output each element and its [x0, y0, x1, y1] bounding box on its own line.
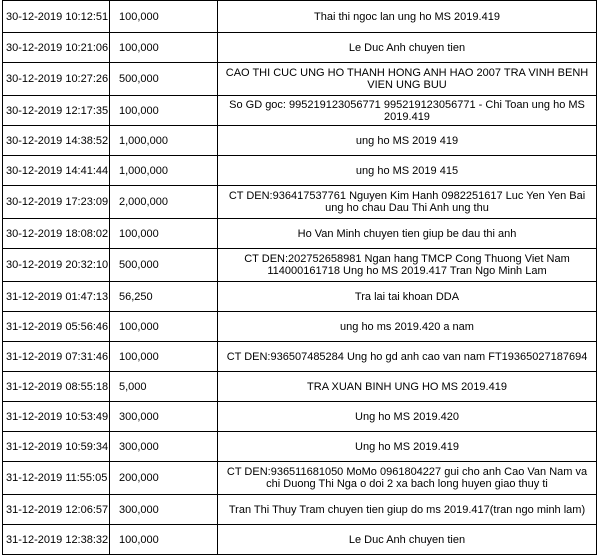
transaction-date: 31-12-2019 12:06:57: [3, 495, 110, 525]
table-row: [3, 63, 597, 96]
table-row: [3, 342, 597, 372]
transaction-date: 30-12-2019 18:08:02: [3, 219, 110, 249]
transaction-amount: 1,000,000: [110, 126, 218, 156]
table-row: [3, 432, 597, 462]
transaction-description: So GD goc: 995219123056771 995219123056771 - Chi Toan ung ho MS 2019.419: [218, 96, 597, 126]
transaction-description: Ho Van Minh chuyen tien giup be dau thi anh: [218, 219, 597, 249]
transaction-date: 30-12-2019 14:41:44: [3, 156, 110, 186]
transaction-description: CT DEN:202752658981 Ngan hang TMCP Cong Thuong Viet Nam 114000161718 Ung ho MS 2019.417 Tran Ngo Minh Lam: [218, 249, 597, 282]
transaction-date: 31-12-2019 11:55:05: [3, 462, 110, 495]
transaction-date: 31-12-2019 10:53:49: [3, 402, 110, 432]
transaction-date: 30-12-2019 10:27:26: [3, 63, 110, 96]
transaction-amount: 1,000,000: [110, 156, 218, 186]
transaction-description: ung ho ms 2019.420 a nam: [218, 312, 597, 342]
table-row: [3, 525, 597, 555]
transaction-description: Tra lai tai khoan DDA: [218, 282, 597, 312]
table-row: [3, 96, 597, 126]
table-row: [3, 462, 597, 495]
transaction-description: CT DEN:936507485284 Ung ho gd anh cao van nam FT19365027187694: [218, 342, 597, 372]
transaction-description: CT DEN:936511681050 MoMo 0961804227 gui cho anh Cao Van Nam va chi Duong Thi Nga o doi 2 xa bach long huyen giao thuy ti: [218, 462, 597, 495]
transaction-date: 30-12-2019 17:23:09: [3, 186, 110, 219]
transaction-amount: 100,000: [110, 1, 218, 33]
transaction-description: ung ho MS 2019 415: [218, 156, 597, 186]
transaction-date: 31-12-2019 01:47:13: [3, 282, 110, 312]
transaction-table: [2, 0, 597, 555]
transaction-amount: 100,000: [110, 312, 218, 342]
table-row: [3, 372, 597, 402]
transaction-table-body: [3, 1, 597, 555]
transaction-date: 31-12-2019 08:55:18: [3, 372, 110, 402]
transaction-description: CT DEN:936417537761 Nguyen Kim Hanh 0982251617 Luc Yen Yen Bai ung ho chau Dau Thi Anh ung thu: [218, 186, 597, 219]
transaction-date: 31-12-2019 07:31:46: [3, 342, 110, 372]
transaction-description: ung ho MS 2019 419: [218, 126, 597, 156]
transaction-description: TRA XUAN BINH UNG HO MS 2019.419: [218, 372, 597, 402]
transaction-amount: 300,000: [110, 432, 218, 462]
transaction-description: Ung ho MS 2019.419: [218, 432, 597, 462]
transaction-date: 30-12-2019 20:32:10: [3, 249, 110, 282]
transaction-date: 30-12-2019 12:17:35: [3, 96, 110, 126]
transaction-amount: 300,000: [110, 402, 218, 432]
transaction-amount: 56,250: [110, 282, 218, 312]
table-row: [3, 402, 597, 432]
table-row: [3, 312, 597, 342]
transaction-amount: 100,000: [110, 342, 218, 372]
transaction-amount: 500,000: [110, 63, 218, 96]
transaction-date: 30-12-2019 10:12:51: [3, 1, 110, 33]
transaction-description: Tran Thi Thuy Tram chuyen tien giup do ms 2019.417(tran ngo minh lam): [218, 495, 597, 525]
transaction-amount: 200,000: [110, 462, 218, 495]
transaction-amount: 5,000: [110, 372, 218, 402]
transaction-description: Le Duc Anh chuyen tien: [218, 33, 597, 63]
transaction-date: 31-12-2019 12:38:32: [3, 525, 110, 555]
transaction-description: Ung ho MS 2019.420: [218, 402, 597, 432]
transaction-amount: 500,000: [110, 249, 218, 282]
table-row: [3, 249, 597, 282]
table-row: [3, 1, 597, 33]
transaction-date: 30-12-2019 14:38:52: [3, 126, 110, 156]
transaction-date: 30-12-2019 10:21:06: [3, 33, 110, 63]
table-row: [3, 33, 597, 63]
table-row: [3, 156, 597, 186]
transaction-amount: 100,000: [110, 525, 218, 555]
transaction-amount: 300,000: [110, 495, 218, 525]
transaction-description: Le Duc Anh chuyen tien: [218, 525, 597, 555]
transaction-amount: 2,000,000: [110, 186, 218, 219]
transaction-date: 31-12-2019 10:59:34: [3, 432, 110, 462]
table-row: [3, 186, 597, 219]
table-row: [3, 495, 597, 525]
transaction-date: 31-12-2019 05:56:46: [3, 312, 110, 342]
transaction-amount: 100,000: [110, 96, 218, 126]
table-row: [3, 282, 597, 312]
transaction-amount: 100,000: [110, 33, 218, 63]
transaction-description: CAO THI CUC UNG HO THANH HONG ANH HAO 2007 TRA VINH BENH VIEN UNG BUU: [218, 63, 597, 96]
transaction-description: Thai thi ngoc lan ung ho MS 2019.419: [218, 1, 597, 33]
transaction-amount: 100,000: [110, 219, 218, 249]
table-row: [3, 126, 597, 156]
table-row: [3, 219, 597, 249]
